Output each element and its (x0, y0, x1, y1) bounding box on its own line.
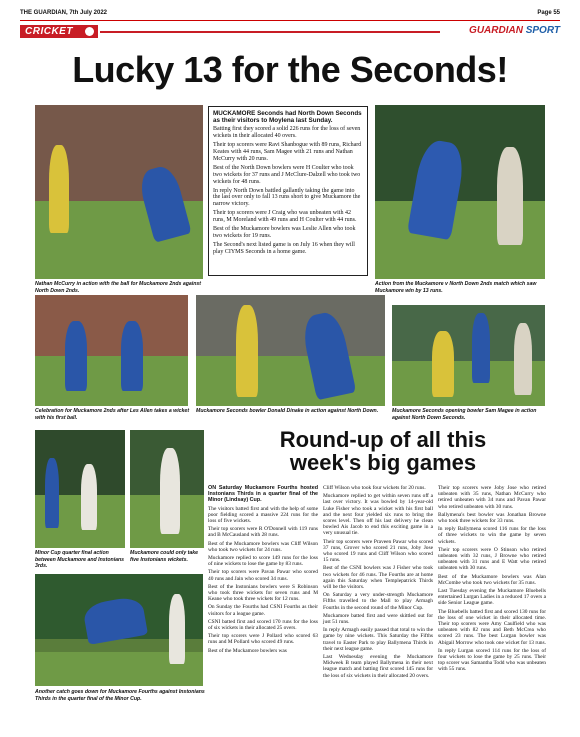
article-paragraph: Cliff Wilson who took four wickets for 20 runs. (323, 485, 426, 491)
article-paragraph: On Sunday the Fourths had CSNI Fourths as their visitors for a league game. (208, 604, 318, 617)
article-paragraph: In reply Ballymena scored 116 runs for the loss of three wickets to win the game by seven wickets. (438, 526, 546, 545)
photo-instonians-wickets (130, 430, 204, 548)
article-column-3 (438, 485, 546, 675)
issue-date: THE GUARDIAN, 7th July 2022 (20, 10, 108, 16)
caption-photo-5: Muckamore Seconds opening bowler Sam Magee in action against North Down Seconds. (392, 408, 537, 421)
caption-photo-8: Another catch goes down for Muckamore Fourths against Instonians Thirds in the quarter final of the Minor Cup. (35, 689, 205, 702)
article-paragraph: On Saturday a very under-strength Muckamore Fifths travelled to the Mall to play Armagh Fourths in the second round of the Minor Cup. (323, 592, 433, 611)
intro-paragraph: In reply North Down battled gallantly taking the game into the last over only to fall 13 runs short to give Muckamore the narrow victory. (213, 187, 361, 208)
intro-lead: MUCKAMORE Seconds had North Down Seconds as their visitors to Moylena last Sunday. (213, 110, 362, 125)
article-paragraph: Their top scorers were Joby Jose who retired unbeaten with 35 runs, Nathan McCurry who retired unbeaten with 34 runs and Pavan Pawar who retired unbeaten with 30 runs. (438, 485, 546, 510)
roundup-headline-line-2: week's big games (289, 450, 477, 476)
article-paragraph: Ballymena's best bowler was Jonathan Browne who took three wickets for 33 runs. (438, 511, 546, 525)
article-lead: ON Saturday Muckamore Fourths hosted Instonians Thirds in a quarter final of the Minor (Lindsay) Cup. (208, 485, 318, 504)
photo-north-down-match (375, 105, 545, 279)
article-paragraph: The visitors batted first and with the help of some poor fielding scored a massive 224 runs for the loss of five wickets. (208, 505, 318, 525)
intro-paragraph: Best of the North Down bowlers were H Coulter who took two wickets for 37 runs and J McClure-Dalzell who took two wickets for 48 runs. (213, 164, 361, 185)
article-paragraph: Best of the Muckamore bowlers was Cliff Wilson who took two wickets for 24 runs. (208, 540, 318, 553)
photo-donald-dinake (196, 295, 385, 406)
photo-les-allen-celebration (35, 295, 188, 406)
section-divider (100, 31, 440, 33)
article-paragraph: Muckamore batted first and were skittled out for just 51 runs. (323, 612, 433, 626)
intro-paragraph: Batting first they scored a solid 226 runs for the loss of seven wickets in their allocated 40 overs. (213, 126, 361, 140)
intro-paragraph: Best of the Muckamore bowlers was Leslie Allen who took two wickets for 19 runs. (213, 226, 356, 239)
article-paragraph: CSNI batted first and scored 170 runs for the loss of six wickets in their allocated 25 overs. (208, 618, 318, 632)
article-column-2 (323, 485, 433, 681)
header-rule (20, 20, 560, 21)
caption-photo-6: Minor Cup quarter final action between Muckamore and Instonians 3rds. (35, 550, 125, 569)
article-paragraph: Best of the Muckamore bowlers was Alan McCombe who took two wickets for 35 runs. (438, 573, 546, 586)
logo-sport: SPORT (525, 25, 560, 36)
caption-photo-3: Celebration for Muckamore 2nds after Les Allen takes a wicket with his first ball. (35, 408, 190, 421)
caption-photo-7: Muckamore could only take five Instonians wickets. (130, 550, 199, 563)
article-paragraph: Last Tuesday evening the Muckamore Bluebells entertained Lurgan Ladies in a reduced 17 overs a side Senior League game. (438, 588, 546, 607)
logo-guardian: GUARDIAN (469, 25, 523, 36)
photo-sam-magee (392, 305, 545, 406)
roundup-headline (208, 428, 558, 474)
masthead-logo (442, 25, 560, 38)
article-column-1 (208, 485, 318, 656)
roundup-headline-line-1: Round-up of all this (279, 427, 487, 452)
headline: Lucky 13 for the Seconds! (72, 49, 508, 90)
article-paragraph: In reply Armagh easily passed that total to win the game by nine wickets. This Saturday the Fifths travel to Easter Park to play Ballymena Thirds in their next league game. (323, 627, 433, 652)
section-tag-label: CRICKET (25, 26, 73, 37)
article-paragraph: Their top scorers were O Stinson who retired unbeaten with 32 runs, J Browne who retired unbeaten with 31 runs and E Watt who retired unbeaten with 30 runs. (438, 546, 546, 572)
article-paragraph: Their top scorers were R O'Donnell with 119 runs and B McCausland with 28 runs. (208, 526, 318, 539)
photo-nathan-mccurry (35, 105, 203, 279)
article-paragraph: Their top scorers were Praveen Pawar who scored 37 runs, Grover who scored 21 runs, Joby Jose who scored 19 runs and Cliff Wilson who scored 15 runs. (323, 538, 433, 564)
caption-photo-2: Action from the Muckamore v North Down 2nds match which saw Muckamore win by 13 runs. (375, 281, 537, 294)
article-paragraph: Last Wednesday evening the Muckamore Midweek B team played Ballymena in their next league match and batting first scored 145 runs for the loss of six wickets in their allocated 20 overs. (323, 654, 433, 679)
intro-story-box (208, 106, 368, 276)
intro-paragraph: The Second's next listed game is on July 16 when they will play CIYMS Seconds in a home game. (213, 241, 355, 255)
article-paragraph: Their top scorers were Pavan Pawar who scored 40 runs and Jain who scored 34 runs. (208, 569, 318, 582)
photo-catch-goes-down (35, 574, 203, 686)
intro-paragraph: Their top scorers were J Craig who was unbeaten with 42 runs, M Moreland with 49 runs and H Coulter with 44 runs. (213, 210, 357, 224)
article-paragraph: The Bluebells batted first and scored 130 runs for the loss of one wicket in their allocated time. Their top scorers were Amy Caulfield who was unbeaten with 82 runs and Beth McCrea who scored 23 runs. The best Lurgan bowler was Abigail Morrow who took one wicket for 13 runs. (438, 608, 546, 646)
article-paragraph: Muckamore replied to score 149 runs for the loss of nine wickets to lose the game by 83 runs. (208, 555, 318, 568)
article-paragraph: Best of the Instonians bowlers were S Robinson who took three wickets for seven runs and M Keane who took three wickets for 12 runs. (208, 583, 318, 603)
article-paragraph: Their top scorers were J Pollard who scored 63 runs and M Pollard who scored 49 runs. (208, 633, 318, 646)
article-paragraph: In reply Lurgan scored 114 runs for the loss of four wickets to lose the game by 25 runs. Their top scorer was Samantha Todd who was unbeaten with 55 runs. (438, 647, 546, 673)
section-tag-cricket (20, 25, 98, 38)
caption-photo-4: Muckamore Seconds bowler Donald Dinake in action against North Down. (196, 408, 379, 414)
caption-photo-1: Nathan McCurry in action with the ball for Muckamore 2nds against North Down 2nds. (35, 281, 202, 294)
article-paragraph: Best of the CSNI bowlers was J Fisher who took two wickets for 46 runs. The Fourths are at home again this Saturday when Templepatrick Thirds will be the visitors. (323, 565, 433, 591)
page-number: Page 55 (537, 10, 560, 16)
intro-paragraph: Their top scorers were Ravi Shanbogue with 89 runs, Richard Keates with 44 runs, Sam Magee with 21 runs and Nathan McCurry with 20 runs. (213, 142, 362, 163)
photo-minor-cup-quarter-final (35, 430, 125, 548)
article-paragraph: Best of the Muckamore bowlers was (208, 647, 287, 654)
cricket-ball-icon (85, 27, 94, 36)
article-paragraph: Muckamore replied to get within seven runs off a last over victory. It was bowled by 14-year-old Luke Fisher who took a wicket with his first ball and the next four yielded six runs to bring the scores level. Then off his last delivery he clean bowled Ais Jacob to end this exciting game in a very unusual tie. (323, 493, 433, 537)
